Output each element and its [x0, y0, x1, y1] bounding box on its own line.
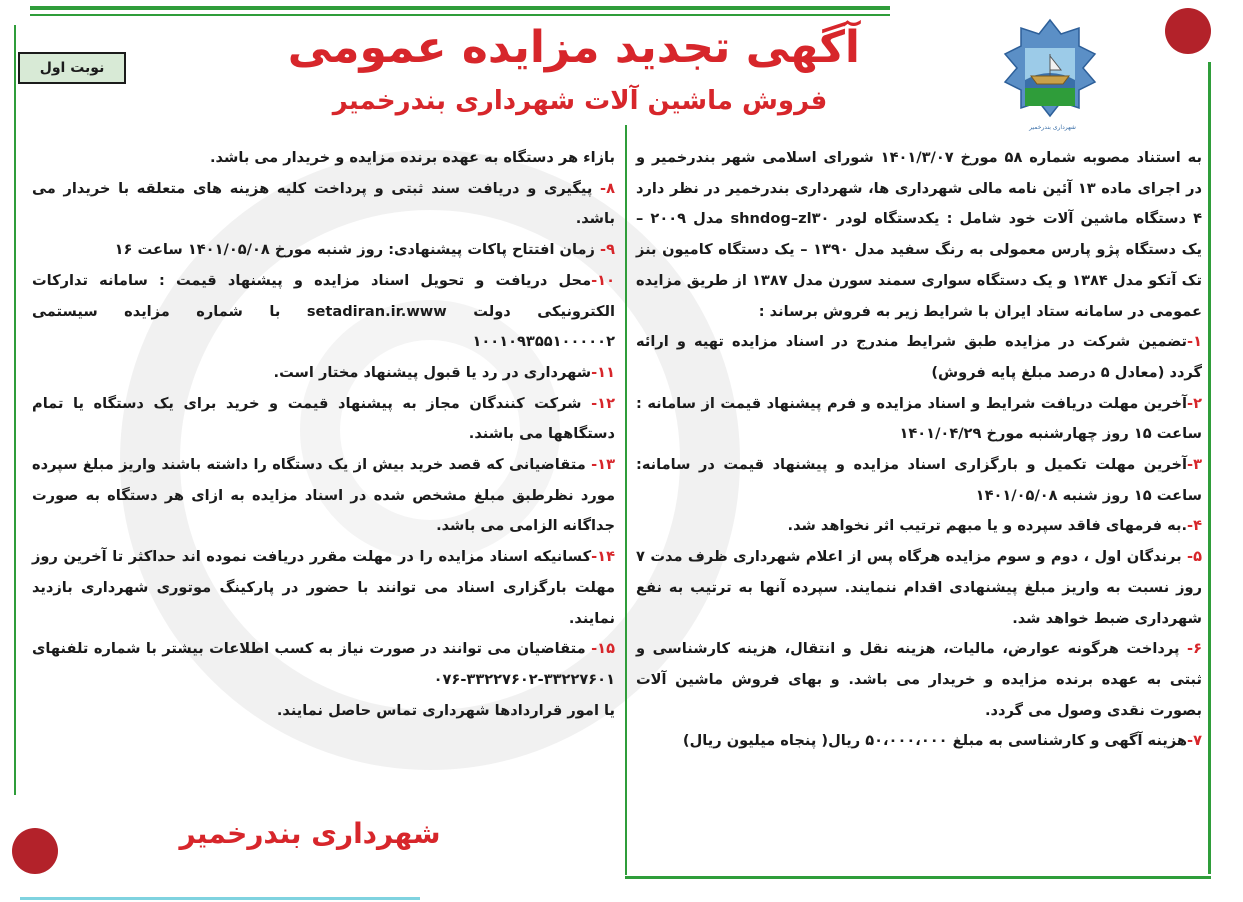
- condition-item-2: [636, 389, 1202, 450]
- condition-text: پیگیری و دریافت سند ثبتی و پرداخت کلیه هزینه های متعلقه با خریدار می باشد.: [32, 179, 615, 228]
- condition-item-1: [636, 327, 1202, 388]
- condition-item-12: [32, 389, 615, 450]
- condition-number: ۴-: [1187, 517, 1202, 535]
- condition-item-3: [636, 450, 1202, 511]
- condition-number: ۱-: [1187, 333, 1202, 351]
- bottom-border-line: [625, 876, 1211, 879]
- right-border-line: [1208, 62, 1211, 874]
- condition-number: ۵-: [1187, 548, 1202, 566]
- top-border-line: [30, 6, 890, 10]
- condition-number: ۱۰-: [591, 271, 615, 289]
- condition-text: متقاضیانی که قصد خرید بیش از یک دستگاه را داشته باشند واریز مبلغ سپرده مورد نظرطبق مبلغ مشخص شده در اسناد مزایده به ازای هر دستگاه به صورت جداگانه الزامی می باشد.: [32, 456, 615, 535]
- publication-round-badge: نوبت اول: [18, 52, 126, 84]
- condition-item-11: [32, 358, 615, 389]
- condition-item-13: [32, 450, 615, 542]
- condition-text: متقاضیان می توانند در صورت نیاز به کسب اطلاعات بیشتر با شماره تلفنهای ۳۳۲۲۷۶۰۱-۳۳۲۲۷۶۰۲-۰۷۶: [32, 640, 615, 688]
- condition-item-8: [32, 174, 615, 235]
- condition-item-6: [636, 634, 1202, 726]
- condition-item-14: [32, 542, 615, 634]
- condition-number: ۷-: [1187, 732, 1202, 750]
- condition-number: ۱۵-: [591, 640, 615, 658]
- condition-number: ۹-: [600, 241, 615, 259]
- page-subtitle: فروش ماشین آلات شهرداری بندرخمیر: [332, 86, 828, 116]
- condition-number: ۱۱-: [591, 363, 615, 381]
- right-column: [636, 143, 1202, 757]
- condition-text: .به فرمهای فاقد سپرده و یا مبهم ترتیب اثر نخواهد شد.: [787, 517, 1188, 535]
- condition-text: آخرین مهلت دریافت شرایط و اسناد مزایده و فرم پیشنهاد قیمت از سامانه : ساعت ۱۵ روز چهارشنبه مورخ ۱۴۰۱/۰۴/۲۹: [636, 394, 1202, 443]
- condition-text: برندگان اول ، دوم و سوم مزایده هرگاه پس از اعلام شهرداری ظرف مدت ۷ روز نسبت به واریز مبلغ پیشنهادی اقدام ننمایند. سپرده آنها به ترتیب به نفع شهرداری ضبط خواهد شد.: [636, 548, 1202, 627]
- condition-text: شرکت کنندگان مجاز به پیشنهاد قیمت و خرید برای یک دستگاه یا تمام دستگاهها می باشند.: [32, 394, 615, 443]
- intro-paragraph: به استناد مصوبه شماره ۵۸ مورخ ۱۴۰۱/۳/۰۷ شورای اسلامی شهر بندرخمیر و در اجرای ماده ۱۳ آئین نامه مالی شهرداری ها، شهرداری بندرخمیر در نظر دارد ۴ دستگاه ماشین آلات خود شامل : یکدستگاه لودر shndog–zl۳۰ مدل ۲۰۰۹ – یک دستگاه پژو پارس معمولی به رنگ سفید مدل ۱۳۹۰ – یک دستگاه کامیون بنز تک آتکو مدل ۱۳۸۴ و یک دستگاه سواری سمند سورن مدل ۱۳۸۷ از طریق مزایده عمومی در سامانه ستاد ایران با شرایط زیر به فروش برساند :: [636, 149, 1202, 320]
- municipality-logo-icon: [995, 18, 1105, 133]
- condition-text: کسانیکه اسناد مزایده را در مهلت مقرر دریافت نموده اند حداکثر تا آخرین روز مهلت بارگزاری اسناد می توانند با حضور در پارکینگ موتوری شهرداری بازدید نمایند.: [32, 548, 615, 627]
- top-border-line-thin: [30, 14, 890, 16]
- condition-number: ۶-: [1187, 640, 1202, 658]
- continuation-line: بازاء هر دستگاه به عهده برنده مزایده و خریدار می باشد.: [210, 149, 615, 166]
- left-column: [32, 143, 615, 726]
- condition-number: ۳-: [1187, 456, 1202, 474]
- condition-item-15: [32, 634, 615, 695]
- condition-text: محل دریافت و تحویل اسناد مزایده و پیشنهاد قیمت : سامانه تدارکات الکترونیکی دولت setadiran.ir.www با شماره مزایده سیستمی ۱۰۰۱۰۹۳۵۵۱۰۰۰۰۰۲: [32, 271, 615, 351]
- condition-item-5: [636, 542, 1202, 634]
- condition-number: ۱۴-: [591, 548, 615, 566]
- logo-caption: شهرداری بندرخمیر: [1029, 124, 1076, 131]
- condition-text: پرداخت هرگونه عوارض، مالیات، هزینه نقل و انتقال، هزینه کارشناسی و ثبتی به عهده برنده مزایده و خریدار می باشد. و بهای فروش ماشین آلات بصورت نقدی وصول می گردد.: [636, 640, 1202, 719]
- condition-text: شهرداری در رد یا قبول پیشنهاد مختار است.: [273, 363, 592, 381]
- contact-tail-line: یا امور قراردادها شهرداری تماس حاصل نمایند.: [276, 701, 615, 719]
- column-divider: [625, 125, 627, 875]
- condition-item-7: [636, 726, 1202, 757]
- corner-dot-top-right: [1165, 8, 1211, 54]
- condition-item-4: [636, 511, 1202, 542]
- condition-number: ۲-: [1187, 394, 1202, 412]
- left-border-line: [14, 25, 16, 795]
- signature-municipality: شهرداری بندرخمیر: [179, 817, 441, 850]
- condition-number: ۸-: [600, 179, 615, 197]
- condition-number: ۱۳-: [591, 456, 615, 474]
- condition-text: آخرین مهلت تکمیل و بارگزاری اسناد مزایده و پیشنهاد قیمت در سامانه: ساعت ۱۵ روز شنبه ۱۴۰۱/۰۵/۰۸: [636, 456, 1202, 504]
- corner-dot-bottom-left: [12, 828, 58, 874]
- condition-number: ۱۲-: [591, 394, 615, 412]
- condition-text: زمان افتتاح پاکات پیشنهادی: روز شنبه مورخ ۱۴۰۱/۰۵/۰۸ ساعت ۱۶: [114, 241, 601, 259]
- condition-item-10: [32, 266, 615, 358]
- condition-item-9: [32, 235, 615, 266]
- condition-text: هزینه آگهی و کارشناسی به مبلغ ۵۰،۰۰۰،۰۰۰ ریال( پنجاه میلیون ریال): [682, 732, 1188, 750]
- condition-text: تضمین شرکت در مزایده طبق شرایط مندرج در اسناد مزایده تهیه و ارائه گردد (معادل ۵ درصد مبلغ پایه فروش): [636, 333, 1202, 381]
- bottom-accent-line: [20, 897, 420, 900]
- page-title: آگهی تجدید مزایده عمومی: [287, 22, 860, 73]
